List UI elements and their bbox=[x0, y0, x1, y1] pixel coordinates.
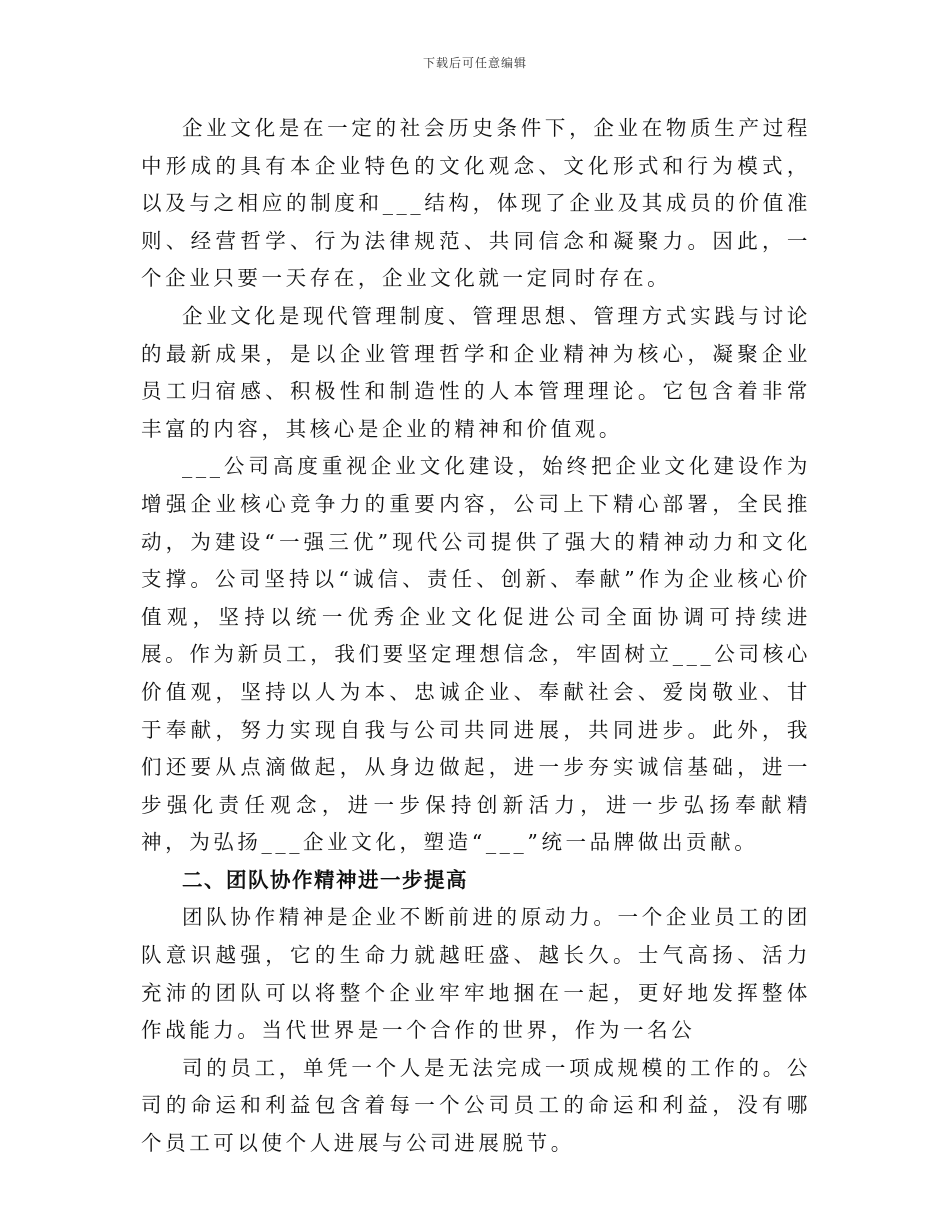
paragraph-company-values: ___公司高度重视企业文化建设，始终把企业文化建设作为增强企业核心竞争力的重要内容，公司上下精心部署，全民推动，为建设“一强三优”现代公司提供了强大的精神动力和文化支撑。公司坚持以“诚信、责任、创新、奉献”作为企业核心价值观，坚持以统一优秀企业文化促进公司全面协调可持续进展。作为新员工，我们要坚定理想信念，牢固树立___公司核心价值观，坚持以人为本、忠诚企业、奉献社会、爱岗敬业、甘于奉献，努力实现自我与公司共同进展，共同进步。此外，我们还要从点滴做起，从身边做起，进一步夯实诚信基础，进一步强化责任观念，进一步保持创新活力，进一步弘扬奉献精神，为弘扬___企业文化，塑造“___”统一品牌做出贡献。 bbox=[141, 454, 811, 855]
paragraph-corporate-culture-theory: 企业文化是现代管理制度、管理思想、管理方式实践与讨论的最新成果，是以企业管理哲学和企业精神为核心，凝聚企业员工归宿感、积极性和制造性的人本管理理论。它包含着非常丰富的内容，其核心是企业的精神和价值观。 bbox=[141, 303, 811, 441]
paragraph-teamwork-continued: 司的员工，单凭一个人是无法完成一项成规模的工作的。公司的命运和利益包含着每一个公司员工的命运和利益，没有哪个员工可以使个人进展与公司进展脱节。 bbox=[141, 1055, 811, 1156]
paragraph-teamwork-intro: 团队协作精神是企业不断前进的原动力。一个企业员工的团队意识越强，它的生命力就越旺盛、越长久。士气高扬、活力充沛的团队可以将整个企业牢牢地捆在一起，更好地发挥整体作战能力。当代世界是一个合作的世界，作为一名公 bbox=[141, 905, 811, 1043]
header-note: 下载后可任意编辑 bbox=[422, 56, 527, 70]
section-heading-teamwork: 二、团队协作精神进一步提高 bbox=[182, 867, 468, 892]
paragraph-corporate-culture-definition: 企业文化是在一定的社会历史条件下，企业在物质生产过程中形成的具有本企业特色的文化观念、文化形式和行为模式，以及与之相应的制度和___结构，体现了企业及其成员的价值准则、经营哲学、行为法律规范、共同信念和凝聚力。因此，一个企业只要一天存在，企业文化就一定同时存在。 bbox=[141, 116, 811, 291]
document-body bbox=[141, 110, 811, 1163]
